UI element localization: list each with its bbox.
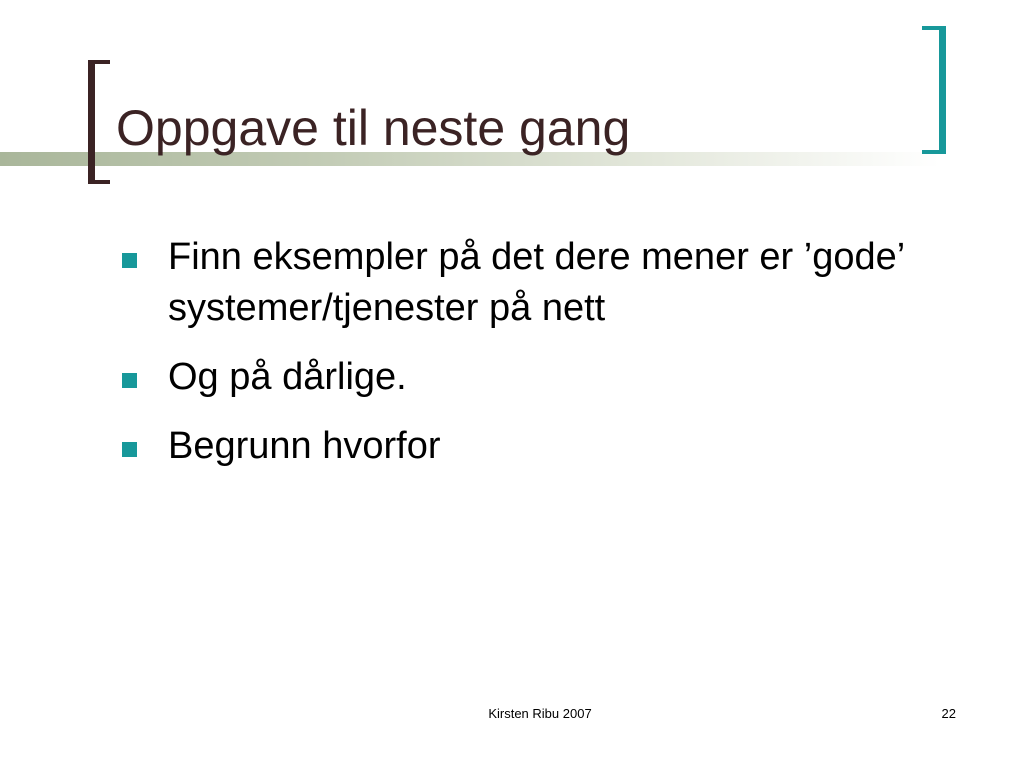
right-bracket-decoration bbox=[922, 26, 946, 154]
footer-text: Kirsten Ribu 2007 bbox=[488, 706, 592, 721]
bullet-item bbox=[118, 421, 938, 472]
bullet-text: Finn eksempler på det dere mener er ’gode’ systemer/tjenester på nett bbox=[168, 236, 904, 329]
square-bullet-icon bbox=[122, 442, 137, 457]
square-bullet-icon bbox=[122, 253, 137, 268]
square-bullet-icon bbox=[122, 373, 137, 388]
bullet-text: Og på dårlige. bbox=[168, 356, 407, 398]
page-number: 22 bbox=[941, 706, 956, 721]
bullet-item bbox=[118, 232, 938, 334]
bullet-list bbox=[118, 232, 938, 490]
left-bracket-decoration bbox=[88, 60, 110, 184]
slide-title: Oppgave til neste gang bbox=[116, 100, 631, 156]
bullet-text: Begrunn hvorfor bbox=[168, 425, 441, 467]
bullet-item bbox=[118, 352, 938, 403]
